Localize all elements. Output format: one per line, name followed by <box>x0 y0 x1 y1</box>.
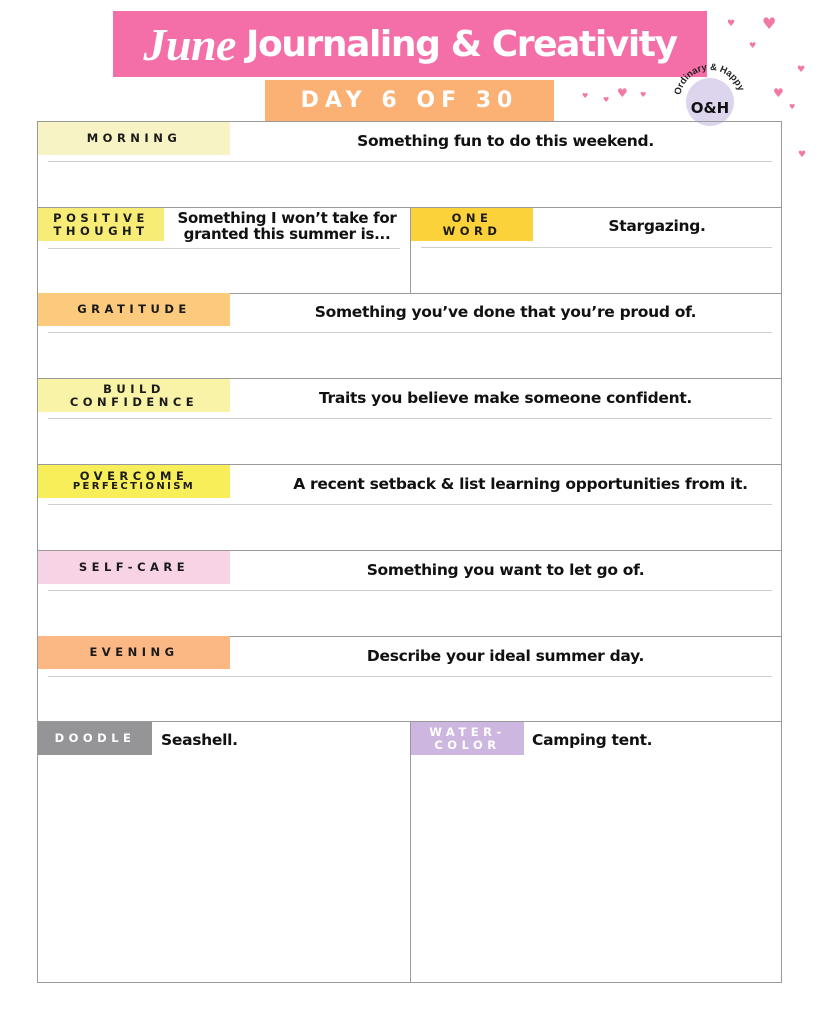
prompt-build-confidence: Traits you believe make someone confident. <box>318 389 693 407</box>
tag-evening: EVENING <box>38 636 230 669</box>
section-watercolor <box>411 722 781 982</box>
heart-icon: ♥ <box>797 65 806 75</box>
tag-watercolor: WATER- COLOR <box>411 722 524 755</box>
section-evening <box>38 636 781 722</box>
heart-icon: ♥ <box>789 103 796 111</box>
logo-arc-text: Ordinary & Happy <box>672 61 747 97</box>
title-text: Journaling & Creativity <box>245 23 677 65</box>
section-positive-thought <box>38 208 410 293</box>
writing-line <box>48 248 400 249</box>
section-doodle <box>38 722 410 982</box>
heart-icon: ♥ <box>603 96 610 104</box>
prompt-overcome-perfectionism: A recent setback & list learning opportunities from it. <box>293 475 748 493</box>
tag-positive-thought: POSITIVE THOUGHT <box>38 208 164 241</box>
section-self-care <box>38 551 781 637</box>
heart-icon: ♥ <box>727 19 736 29</box>
writing-line <box>48 590 772 591</box>
section-one-word <box>411 208 781 293</box>
heart-icon: ♥ <box>640 91 647 99</box>
tag-gratitude: GRATITUDE <box>38 293 230 326</box>
writing-line <box>48 332 772 333</box>
writing-line <box>48 418 772 419</box>
day-label: DAY 6 OF 30 <box>300 88 519 113</box>
prompt-one-word: Stargazing. <box>608 217 706 235</box>
brand-logo <box>670 58 756 128</box>
writing-line <box>48 161 772 162</box>
logo-mark <box>670 58 756 128</box>
writing-line <box>48 676 772 677</box>
heart-icon: ♥ <box>762 14 777 33</box>
section-build-confidence <box>38 379 781 465</box>
logo-monogram: O&H <box>690 99 730 117</box>
prompt-doodle: Seashell. <box>161 731 238 749</box>
tag-morning: MORNING <box>38 122 230 155</box>
prompt-watercolor: Camping tent. <box>532 731 653 749</box>
heart-icon: ♥ <box>749 41 757 50</box>
svg-text:Ordinary & Happy <box>672 62 746 96</box>
title-month: June <box>143 18 236 70</box>
section-split-1 <box>38 208 781 294</box>
heart-icon: ♥ <box>582 92 589 100</box>
heart-icon: ♥ <box>798 150 807 160</box>
section-morning <box>38 122 781 208</box>
prompt-morning: Something fun to do this weekend. <box>357 132 654 150</box>
heart-icon: ♥ <box>617 86 628 100</box>
journal-sheet <box>37 121 782 983</box>
tag-one-word: ONE WORD <box>411 208 533 241</box>
prompt-positive-thought: Something I won’t take for granted this summer is... <box>177 209 397 243</box>
tag-build-confidence: BUILD CONFIDENCE <box>38 379 230 412</box>
heart-icon: ♥ <box>773 86 784 100</box>
prompt-evening: Describe your ideal summer day. <box>366 647 645 665</box>
prompt-gratitude: Something you’ve done that you’re proud of. <box>314 303 697 321</box>
writing-line <box>48 504 772 505</box>
tag-self-care: SELF-CARE <box>38 551 230 584</box>
prompt-self-care: Something you want to let go of. <box>366 561 645 579</box>
section-overcome-perfectionism <box>38 465 781 551</box>
title-banner <box>113 11 707 77</box>
tag-doodle: DOODLE <box>38 722 152 755</box>
writing-line <box>421 247 772 248</box>
day-banner <box>265 80 554 121</box>
section-gratitude <box>38 293 781 379</box>
tag-overcome-perfectionism: OVERCOME PERFECTIONISM <box>38 465 230 498</box>
